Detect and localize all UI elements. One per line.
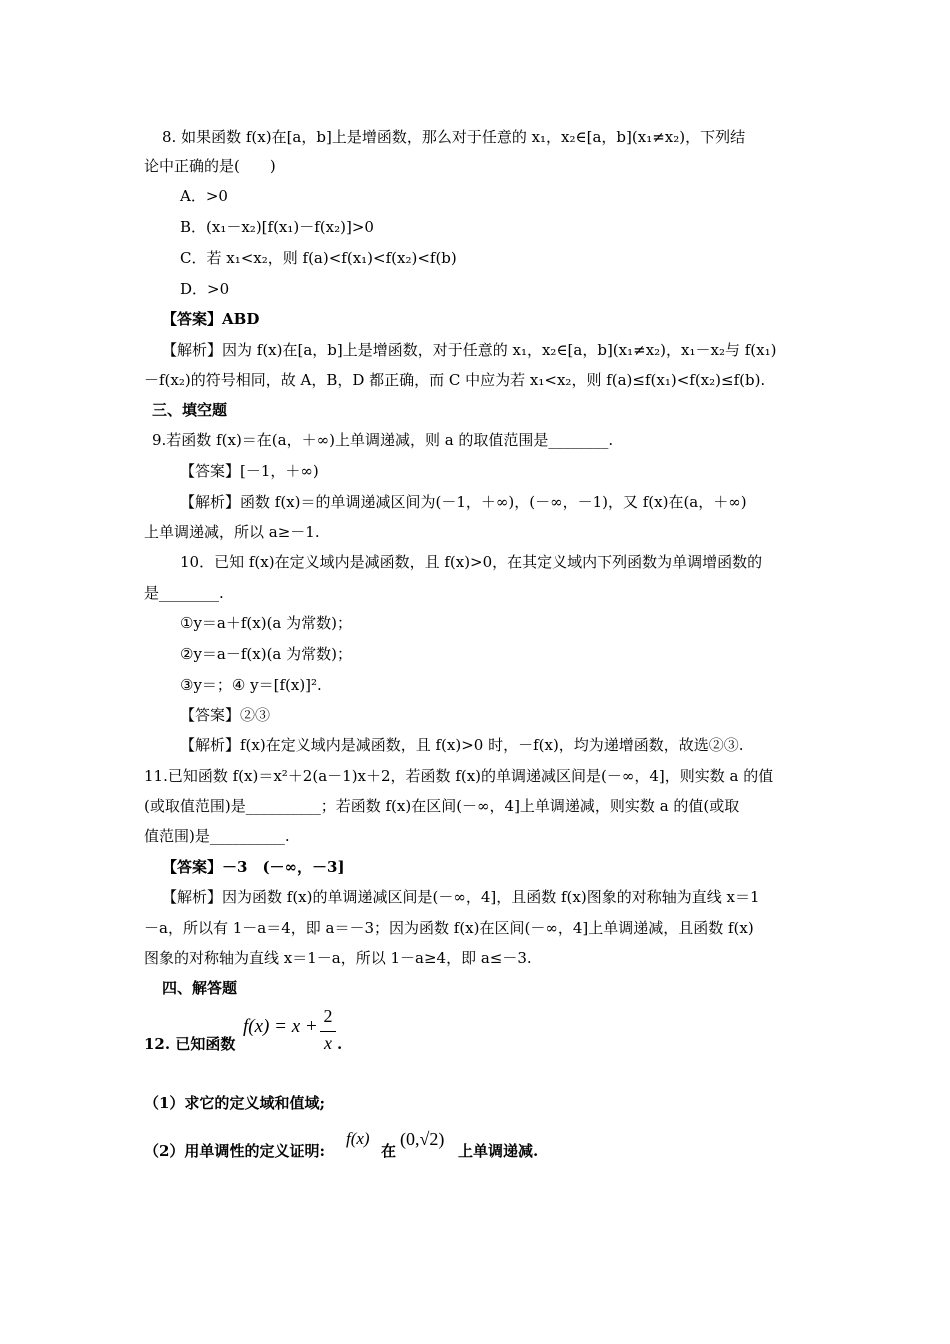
q8-option-d: D．>0	[180, 280, 230, 298]
section-heading-fill-in: 三、填空题	[152, 401, 228, 419]
q12-part1: （1）求它的定义域和值域;	[144, 1094, 325, 1112]
q8-stem-line1: 8. 如果函数 f(x)在[a，b]上是增函数，那么对于任意的 x₁，x₂∈[a，b](x₁≠x₂)，下列结	[162, 128, 746, 146]
q11-stem-line1: 11.已知函数 f(x)＝x²＋2(a－1)x＋2，若函数 f(x)的单调递减区间是(－∞，4]，则实数 a 的值	[144, 767, 774, 785]
q8-option-b: B．(x₁－x₂)[f(x₁)－f(x₂)]>0	[180, 218, 374, 236]
q8-option-c: C．若 x₁<x₂，则 f(a)<f(x₁)<f(x₂)<f(b)	[180, 249, 457, 267]
q12-fraction-numerator: 2	[323, 1006, 333, 1026]
q11-explanation-line2: －a，所以有 1－a＝4，即 a＝－3；因为函数 f(x)在区间(－∞，4]上单调递减，且函数 f(x)	[144, 919, 754, 937]
q12-part2-interval: (0,√2)	[400, 1129, 445, 1149]
q9-stem: 9.若函数 f(x)＝在(a，＋∞)上单调递减，则 a 的取值范围是________.	[152, 431, 614, 449]
q11-answer: 【答案】－3 (－∞，－3]	[162, 858, 345, 876]
q11-explanation-line1: 【解析】因为函数 f(x)的单调递减区间是(－∞，4]，且函数 f(x)图象的对称轴为直线 x＝1	[162, 888, 760, 906]
q10-option-3-4: ③y＝；④ y＝[f(x)]².	[180, 676, 322, 694]
q11-explanation-line3: 图象的对称轴为直线 x＝1－a，所以 1－a≥4，即 a≤－3.	[144, 949, 532, 967]
q10-stem-line2: 是________.	[144, 584, 224, 602]
q10-option-2: ②y＝a－f(x)(a 为常数)；	[180, 645, 352, 663]
q8-option-a: A．>0	[180, 187, 228, 205]
q8-stem-line2: 论中正确的是( )	[144, 157, 276, 175]
q9-explanation-line2: 上单调递减，所以 a≥－1.	[144, 523, 320, 541]
q12-function-formula: f(x) = x +	[243, 1016, 318, 1037]
q11-stem-line3: 值范围)是__________.	[144, 827, 290, 845]
q12-fraction-bar	[320, 1031, 336, 1032]
q12-part2-zai: 在	[381, 1142, 397, 1160]
section-heading-solve: 四、解答题	[162, 979, 238, 997]
q10-answer: 【答案】②③	[180, 706, 271, 724]
q8-answer: 【答案】ABD	[162, 310, 260, 328]
q11-stem-line2: (或取值范围)是__________；若函数 f(x)在区间(－∞，4]上单调递减，则实数 a 的值(或取	[144, 797, 740, 815]
q12-part2-label: （2）用单调性的定义证明:	[144, 1142, 325, 1160]
q12-part2-suffix: 上单调递减.	[458, 1142, 539, 1160]
q12-part2-fx: f(x)	[346, 1129, 370, 1148]
q12-period: .	[337, 1035, 343, 1053]
q8-explanation-line2: －f(x₂)的符号相同，故 A，B，D 都正确，而 C 中应为若 x₁<x₂，则 f(a)≤f(x₁)<f(x₂)≤f(b).	[144, 371, 766, 389]
q9-answer: 【答案】[－1，＋∞)	[180, 462, 319, 480]
q8-explanation-line1: 【解析】因为 f(x)在[a，b]上是增函数，对于任意的 x₁，x₂∈[a，b](x₁≠x₂)，x₁－x₂与 f(x₁)	[162, 341, 777, 359]
q10-stem-line1: 10．已知 f(x)在定义域内是减函数，且 f(x)>0，在其定义域内下列函数为单调增函数的	[180, 553, 763, 571]
q12-label: 12. 已知函数	[144, 1035, 236, 1053]
q9-explanation-line1: 【解析】函数 f(x)＝的单调递减区间为(－1，＋∞)，(－∞，－1)，又 f(x)在(a，＋∞)	[180, 493, 747, 511]
q10-option-1: ①y＝a＋f(x)(a 为常数)；	[180, 614, 352, 632]
q12-fraction-denominator: x	[324, 1033, 332, 1053]
q10-explanation: 【解析】f(x)在定义域内是减函数，且 f(x)>0 时，－f(x)，均为递增函数，故选②③.	[180, 736, 744, 754]
